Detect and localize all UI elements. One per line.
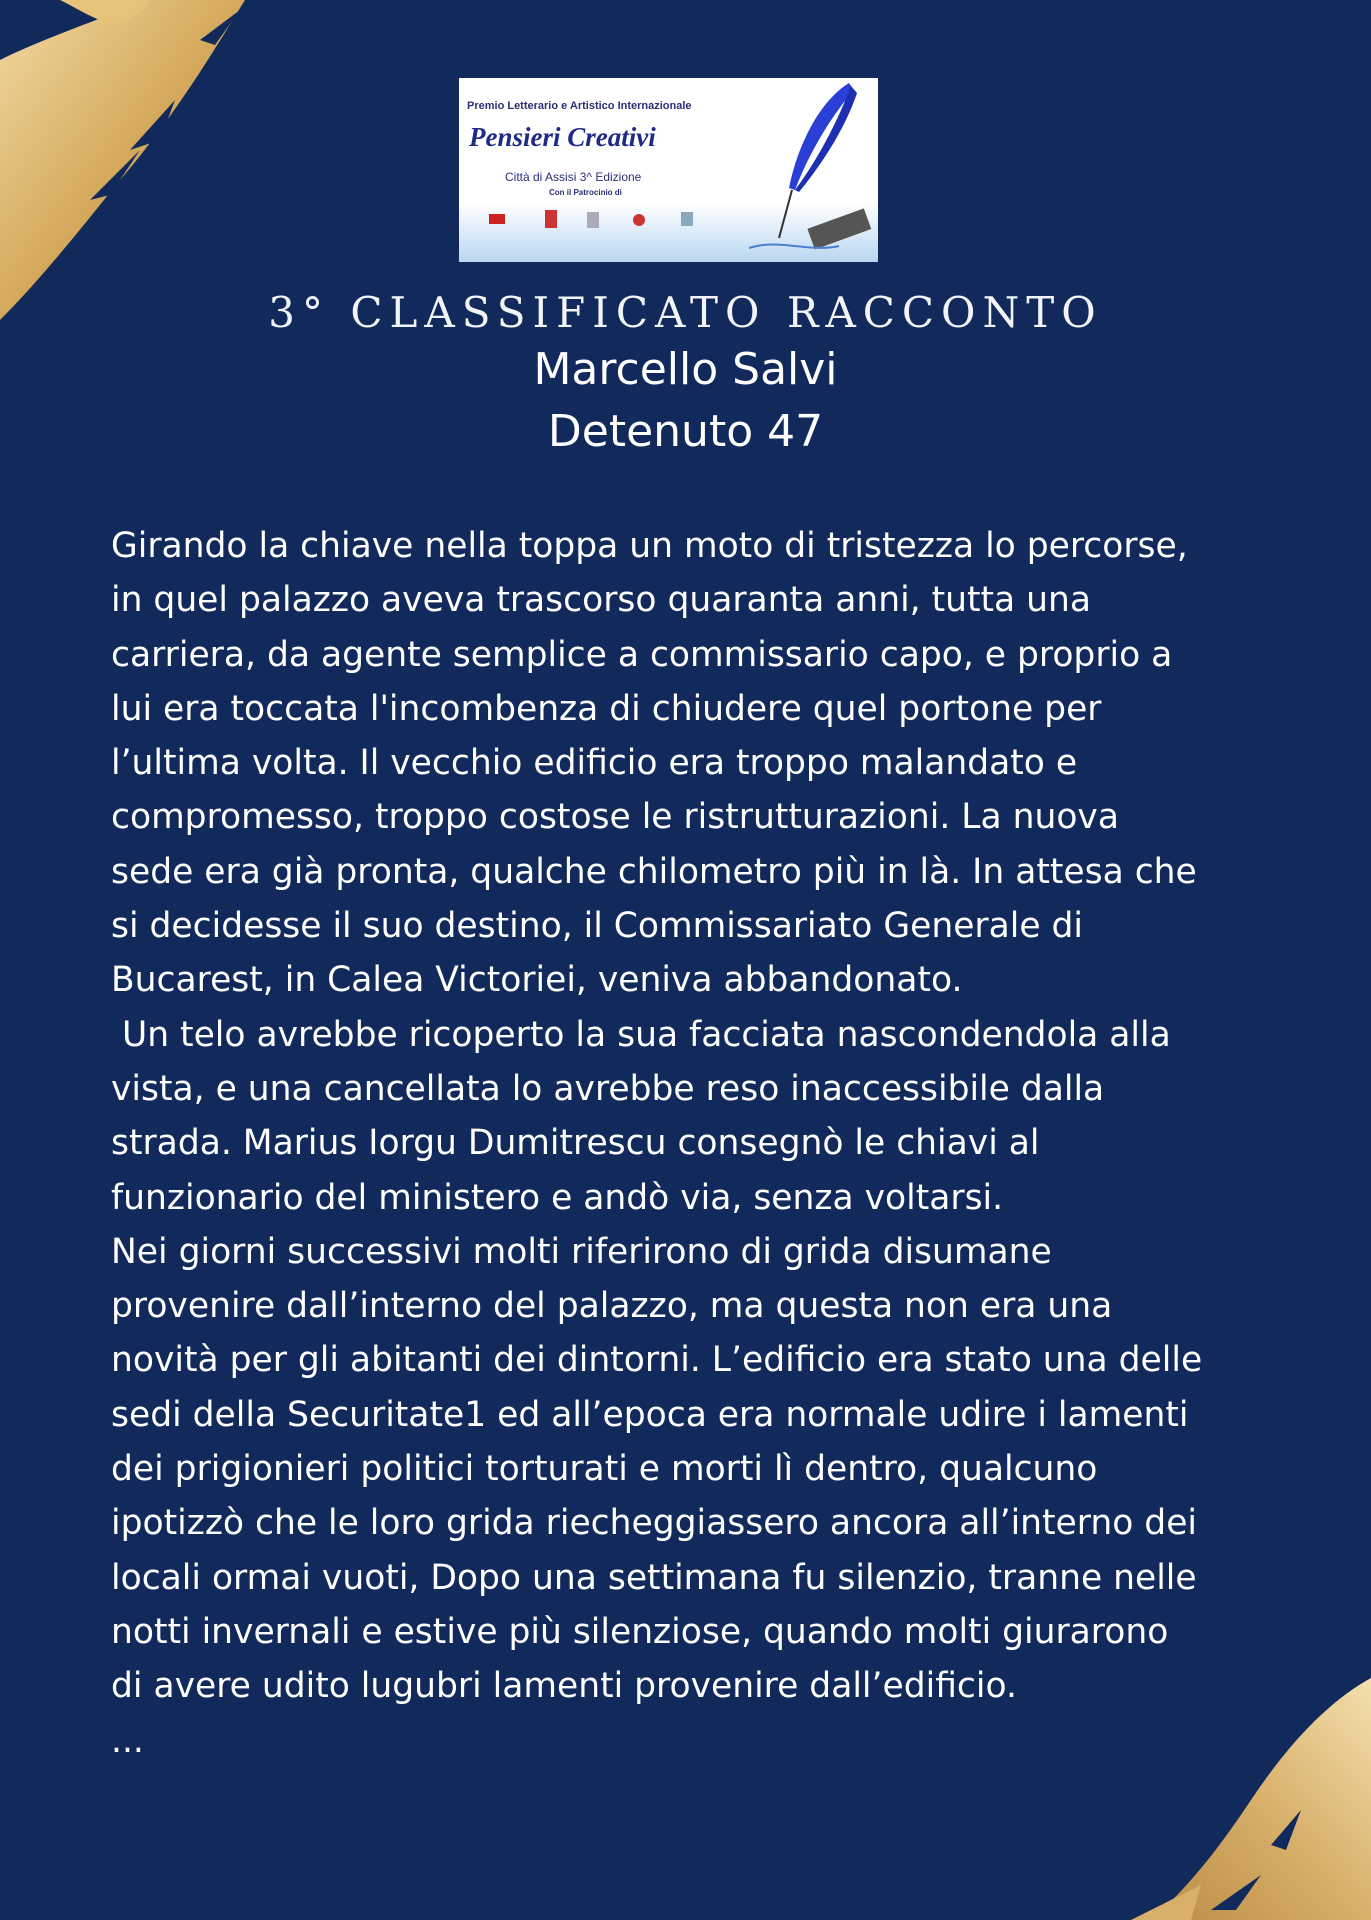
text-line: Bucarest, in Calea Victoriei, veniva abbandonato. bbox=[111, 960, 963, 1001]
patron-crests bbox=[483, 208, 713, 238]
text-line: carriera, da agente semplice a commissario capo, e proprio a bbox=[111, 634, 1173, 675]
text-line: di avere udito lugubri lamenti provenire dall’edificio. bbox=[111, 1666, 1017, 1707]
text-line: in quel palazzo aveva trascorso quaranta anni, tutta una bbox=[111, 580, 1092, 621]
wikipoesia-logo-icon bbox=[633, 214, 645, 226]
text-line: locali ormai vuoti, Dopo una settimana fu silenzio, tranne nelle bbox=[111, 1557, 1197, 1598]
story-excerpt bbox=[111, 519, 1271, 1768]
municipality-crest-icon bbox=[545, 210, 557, 228]
quill-feather-icon bbox=[729, 78, 878, 262]
text-line: funzionario del ministero e andò via, senza voltarsi. bbox=[111, 1177, 1004, 1218]
gold-brush-stroke-top-left bbox=[0, 0, 260, 330]
ministry-crest-icon bbox=[681, 212, 693, 226]
text-line: Nei giorni successivi molti riferirono di grida disumane bbox=[111, 1231, 1052, 1272]
text-line: compromesso, troppo costose le ristrutturazioni. La nuova bbox=[111, 797, 1119, 838]
text-line: l’ultima volta. Il vecchio edificio era troppo malandato e bbox=[111, 743, 1078, 784]
text-line: notti invernali e estive più silenziose, quando molti giurarono bbox=[111, 1611, 1169, 1652]
text-line: novità per gli abitanti dei dintorni. L’edificio era stato una delle bbox=[111, 1340, 1203, 1381]
region-crest-icon bbox=[489, 214, 505, 224]
story-title: Detenuto 47 bbox=[547, 406, 824, 457]
text-line: dei prigionieri politici torturati e morti lì dentro, qualcuno bbox=[111, 1449, 1098, 1490]
contest-logo-banner bbox=[459, 78, 878, 262]
text-line: lui era toccata l'incombenza di chiudere quel portone per bbox=[111, 688, 1102, 729]
text-line: Un telo avrebbe ricoperto la sua facciata nascondendola alla bbox=[111, 1014, 1171, 1055]
text-line: provenire dall’interno del palazzo, ma questa non era una bbox=[111, 1286, 1113, 1327]
author-name: Marcello Salvi bbox=[533, 344, 838, 395]
text-line: sede era già pronta, qualche chilometro più in là. In attesa che bbox=[111, 851, 1197, 892]
text-line: Girando la chiave nella toppa un moto di tristezza lo percorse, bbox=[111, 526, 1188, 566]
logo-city: Città di Assisi 3^ Edizione bbox=[505, 170, 642, 184]
text-line: sedi della Securitate1 ed all’epoca era normale udire i lamenti bbox=[111, 1394, 1189, 1435]
award-heading: 3° CLASSIFICATO RACCONTO bbox=[268, 288, 1103, 337]
assisi-crest-icon bbox=[587, 212, 599, 228]
text-line: strada. Marius Iorgu Dumitrescu consegnò le chiavi al bbox=[111, 1123, 1040, 1164]
text-line: ipotizzò che le loro grida riecheggiassero ancora all’interno dei bbox=[111, 1503, 1198, 1544]
logo-top-text: Premio Letterario e Artistico Internazionale bbox=[467, 100, 692, 112]
text-line: si decidesse il suo destino, il Commissariato Generale di bbox=[111, 906, 1084, 947]
text-line: vista, e una cancellata lo avrebbe reso inaccessibile dalla bbox=[111, 1068, 1105, 1109]
logo-patron: Con il Patrocinio di bbox=[549, 188, 622, 197]
ellipsis: ... bbox=[111, 1720, 144, 1761]
logo-title: Pensieri Creativi bbox=[469, 122, 656, 152]
